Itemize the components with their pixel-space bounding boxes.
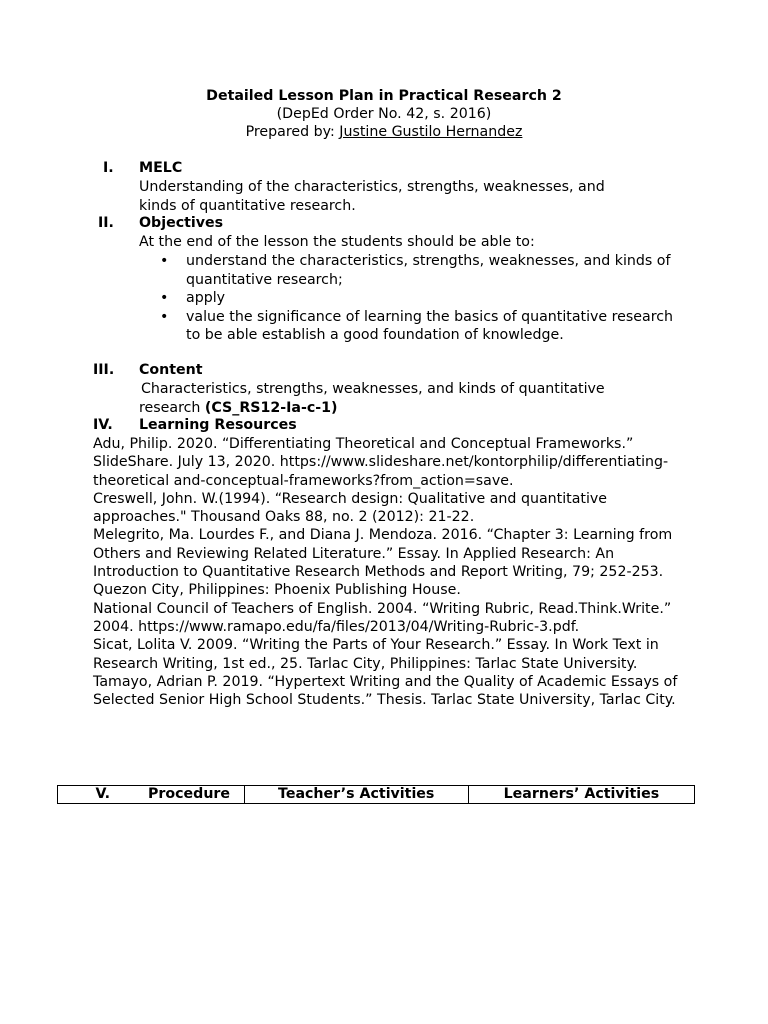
deped-order: (DepEd Order No. 42, s. 2016): [276, 106, 492, 122]
list-item: [160, 289, 700, 308]
reference-item: National Council of Teachers of English. 2004. “Writing Rubric, Read.Think.Write.” 2004. https://www.ramapo.edu/fa/files/2013/04/Writing-Rubric-3.pdf.: [93, 600, 672, 635]
bullet-icon: •: [160, 290, 169, 306]
objectives-intro: At the end of the lesson the students should be able to:: [139, 234, 535, 250]
content-text-2: [139, 399, 338, 418]
bullet-text: apply: [186, 290, 226, 306]
prepared-by: [0, 123, 768, 142]
procedure-header: Procedure: [148, 786, 231, 802]
list-item: [160, 308, 686, 345]
melc-line: Understanding of the characteristics, strengths, weaknesses, and: [139, 179, 605, 195]
procedure-table: [57, 785, 695, 804]
reference-item: Melegrito, Ma. Lourdes F., and Diana J. Mendoza. 2016. “Chapter 3: Learning from Others and Reviewing Related Literature.” Essay. In Applied Research: An Introduction to Quantitative Research Methods and Report Writing, 79; 252-253. Quezon City, Philippines: Phoenix Publishing House.: [93, 527, 673, 599]
reference-item: Sicat, Lolita V. 2009. “Writing the Parts of Your Research.” Essay. In Work Text in Research Writing, 1st ed., 25. Tarlac City, Philippines: Tarlac State University.: [93, 637, 659, 672]
section-number: IV.: [93, 417, 113, 433]
reference-item: Creswell, John. W.(1994). “Research design: Qualitative and quantitative approaches." Thousand Oaks 88, no. 2 (2012): 21-22.: [93, 490, 608, 526]
section-number: V.: [95, 786, 110, 802]
teacher-activities-header: Teacher’s Activities: [244, 786, 468, 804]
list-item: [160, 252, 686, 289]
section-number: III.: [93, 362, 115, 378]
prepared-by-label: Prepared by:: [245, 124, 340, 140]
objectives-list: [160, 252, 700, 345]
bullet-icon: •: [160, 308, 169, 325]
procedure-header-cell: [58, 786, 245, 804]
references-list: [93, 435, 693, 709]
reference-item: Tamayo, Adrian P. 2019. “Hypertext Writing and the Quality of Academic Essays of Selected Senior High School Students.” Thesis. Tarlac State University, Tarlac City.: [93, 673, 678, 709]
learner-activities-header: Learners’ Activities: [468, 786, 694, 804]
melc-line: kinds of quantitative research.: [139, 197, 356, 214]
section-heading: Content: [139, 362, 203, 378]
document-title: Detailed Lesson Plan in Practical Research 2: [206, 88, 562, 104]
bullet-icon: •: [160, 253, 169, 269]
section-heading: MELC: [139, 160, 183, 176]
reference-item: Adu, Philip. 2020. “Differentiating Theoretical and Conceptual Frameworks.” SlideShare. July 13, 2020. https://www.slideshare.net/kontorphilip/differentiating-theoretical and-conceptual-frameworks?from_action=save.: [93, 436, 669, 489]
section-heading: Learning Resources: [139, 417, 297, 433]
content-line: research: [139, 400, 205, 416]
content-line: Characteristics, strengths, weaknesses, and kinds of quantitative: [141, 381, 605, 397]
melc-text: [139, 178, 605, 215]
bullet-text: value the significance of learning the basics of quantitative research to be able establish a good foundation of knowledge.: [186, 308, 674, 343]
content-text: [141, 380, 605, 399]
author-name: Justine Gustilo Hernandez: [339, 124, 523, 140]
bullet-text: understand the characteristics, strengths, weaknesses, and kinds of quantitative research;: [186, 253, 671, 288]
section-number: II.: [98, 215, 114, 231]
competency-code: (CS_RS12-Ia-c-1): [204, 400, 338, 416]
section-heading: Objectives: [139, 215, 224, 231]
section-number: I.: [103, 160, 114, 176]
table-row: [58, 786, 695, 804]
